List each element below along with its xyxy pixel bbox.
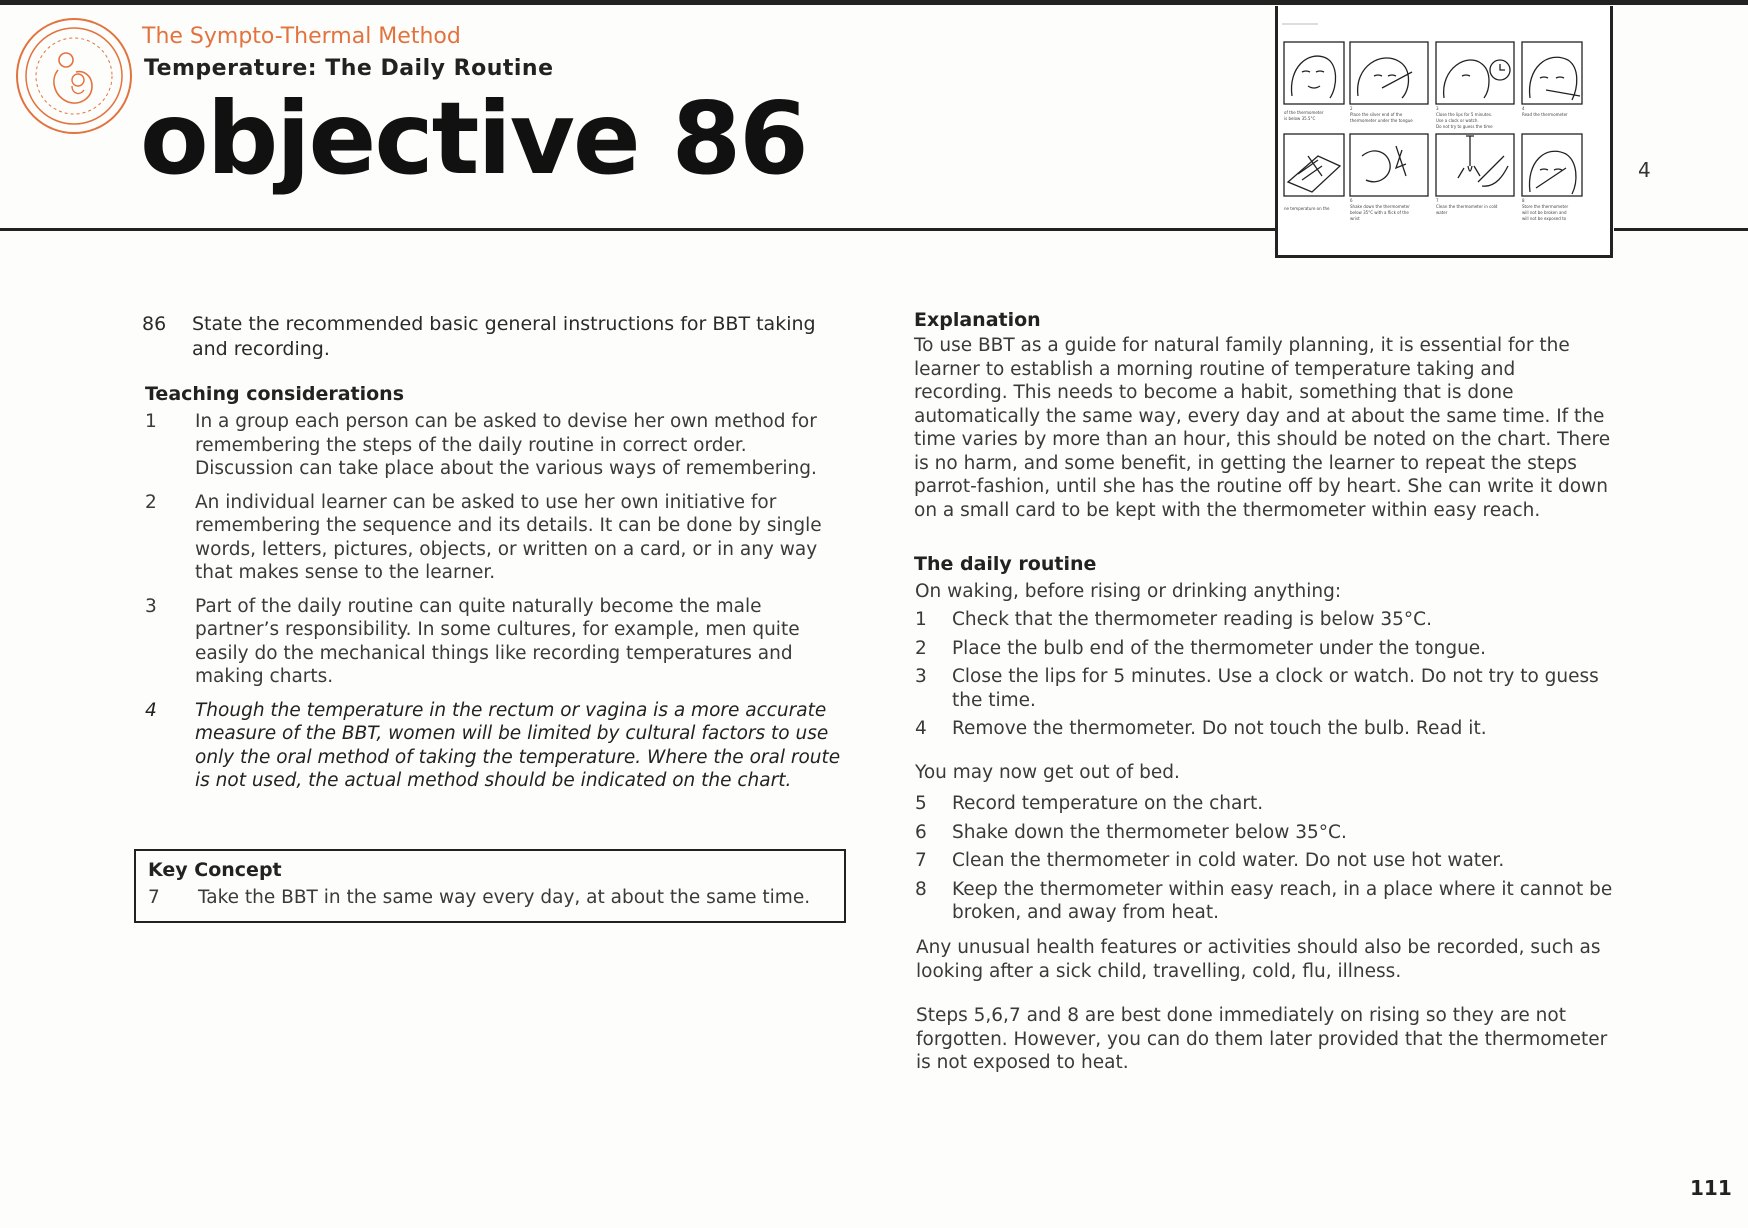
list-item: 7 Clean the thermometer in cold water. Do not use hot water. xyxy=(915,850,1505,871)
daily-routine-mid: You may now get out of bed. xyxy=(915,762,1180,783)
svg-text:8: 8 xyxy=(1522,198,1525,203)
explanation-text: To use BBT as a guide for natural family planning, it is essential for the learner to establish a morning routine of temperature taking and recording. This needs to become a habit, something that is done automatically the same way, every day and at about the same time. If the time varies by more than an hour, this should be noted on the chart. There is no harm, and some benefit, in getting the learner to repeat the steps parrot-fashion, until she has the routine off by heart. She can write it down on a small card to be kept with the thermometer within easy reach. xyxy=(914,335,1611,521)
rinsing-thermometer-icon xyxy=(1436,134,1514,196)
routine-illustrations xyxy=(1278,6,1610,252)
key-concept-text: 7 Take the BBT in the same way every day, at about the same time. xyxy=(148,887,811,908)
series-title: The Sympto-Thermal Method xyxy=(142,24,461,49)
list-item: 1 In a group each person can be asked to devise her own method for remembering the steps of the daily routine in correct order. Discussion can take place about the various ways of remembering. xyxy=(145,411,817,479)
list-item: 8 Keep the thermometer within easy reach, in a place where it cannot be broken, and away from heat. xyxy=(915,878,1613,923)
panel-number: 4 xyxy=(1638,158,1651,182)
svg-text:ne temperature on the: ne temperature on the xyxy=(1284,206,1330,211)
list-item: 3 Close the lips for 5 minutes. Use a clock or watch. Do not try to guess the time. xyxy=(915,666,1599,711)
page-number: 111 xyxy=(1690,1176,1732,1200)
svg-text:3: 3 xyxy=(1436,106,1439,111)
top-border xyxy=(0,0,1748,5)
svg-text:Do not try to guess the time: Do not try to guess the time xyxy=(1436,124,1493,129)
svg-text:Clean the thermometer in cold: Clean the thermometer in cold xyxy=(1436,204,1498,209)
key-concept-heading: Key Concept xyxy=(148,859,282,881)
svg-text:below 35°C with a flick of the: below 35°C with a flick of the xyxy=(1350,210,1409,215)
daily-routine-steps-before-rising xyxy=(915,608,1615,746)
objective-number: 86 xyxy=(142,313,167,335)
svg-text:6: 6 xyxy=(1350,198,1353,203)
list-item: 1 Check that the thermometer reading is below 35°C. xyxy=(915,609,1432,630)
daily-routine-intro: On waking, before rising or drinking anything: xyxy=(915,581,1342,602)
svg-text:Place the silver end of the: Place the silver end of the xyxy=(1350,112,1403,117)
header-rule-right xyxy=(1614,228,1748,231)
svg-text:will not be broken and: will not be broken and xyxy=(1522,210,1567,215)
daily-routine-heading: The daily routine xyxy=(914,553,1097,575)
svg-text:thermometer under the tongue: thermometer under the tongue xyxy=(1350,118,1413,123)
key-concept-box xyxy=(134,849,846,923)
svg-text:Use a clock or watch.: Use a clock or watch. xyxy=(1436,118,1479,123)
svg-text:water: water xyxy=(1436,210,1448,215)
svg-text:wrist: wrist xyxy=(1350,216,1360,221)
svg-text:2: 2 xyxy=(1350,106,1353,111)
header-rule-left xyxy=(0,228,1276,231)
svg-text:is below 35.5°C: is below 35.5°C xyxy=(1284,116,1316,121)
list-item: 5 Record temperature on the chart. xyxy=(915,793,1264,814)
timing-note: Steps 5,6,7 and 8 are best done immediately on rising so they are not forgotten. However, you can do them later provided that the thermometer is not exposed to heat. xyxy=(916,1005,1608,1073)
svg-text:7: 7 xyxy=(1436,198,1439,203)
mother-child-emblem-icon xyxy=(14,16,134,136)
svg-text:of the thermometer: of the thermometer xyxy=(1284,110,1324,115)
chapter-subtitle: Temperature: The Daily Routine xyxy=(144,56,554,81)
objective-heading: objective 86 xyxy=(140,80,807,197)
objective-statement xyxy=(142,312,842,362)
list-item: 2 Place the bulb end of the thermometer under the tongue. xyxy=(915,637,1487,659)
svg-text:Shake down the thermometer: Shake down the thermometer xyxy=(1350,204,1410,209)
clock-watch-icon xyxy=(1436,42,1514,104)
teaching-considerations-list xyxy=(145,410,845,803)
svg-text:Store the thermometer: Store the thermometer xyxy=(1522,204,1569,209)
list-item: 6 Shake down the thermometer below 35°C. xyxy=(915,821,1347,843)
explanation-heading: Explanation xyxy=(914,309,1041,331)
list-item: 4 Though the temperature in the rectum or vagina is a more accurate measure of the BBT, women will be limited by cultural factors to use only the oral method of taking the temperature. Where the oral route is not used, the actual method should be indicated on the chart. xyxy=(145,699,841,791)
daily-routine-steps-after-rising xyxy=(915,792,1615,930)
shaking-thermometer-icon xyxy=(1350,134,1428,196)
svg-text:will not be exposed to: will not be exposed to xyxy=(1522,216,1567,221)
list-item: 3 Part of the daily routine can quite naturally become the male partner’s responsibility. In some cultures, for example, men quite easily do the mechanical things like recording temperatures and making charts. xyxy=(145,595,800,687)
recording-note: Any unusual health features or activities should also be recorded, such as looking after a sick child, travelling, cold, flu, illness. xyxy=(916,937,1601,982)
svg-text:4: 4 xyxy=(1522,106,1525,111)
objective-text: State the recommended basic general instructions for BBT taking and recording. xyxy=(192,313,816,360)
teaching-considerations-heading: Teaching considerations xyxy=(145,383,405,405)
list-item: 2 An individual learner can be asked to use her own initiative for remembering the sequence and its details. It can be done by single words, letters, pictures, objects, or written on a card, or in any way that makes sense to the learner. xyxy=(145,491,822,583)
svg-text:Close the lips for 5 minutes.: Close the lips for 5 minutes. xyxy=(1436,112,1493,117)
list-item: 4 Remove the thermometer. Do not touch the bulb. Read it. xyxy=(915,718,1487,739)
svg-text:Read the thermometer: Read the thermometer xyxy=(1522,112,1568,117)
routine-thumbnail-panel xyxy=(1275,6,1613,258)
storing-thermometer-icon xyxy=(1522,134,1582,196)
